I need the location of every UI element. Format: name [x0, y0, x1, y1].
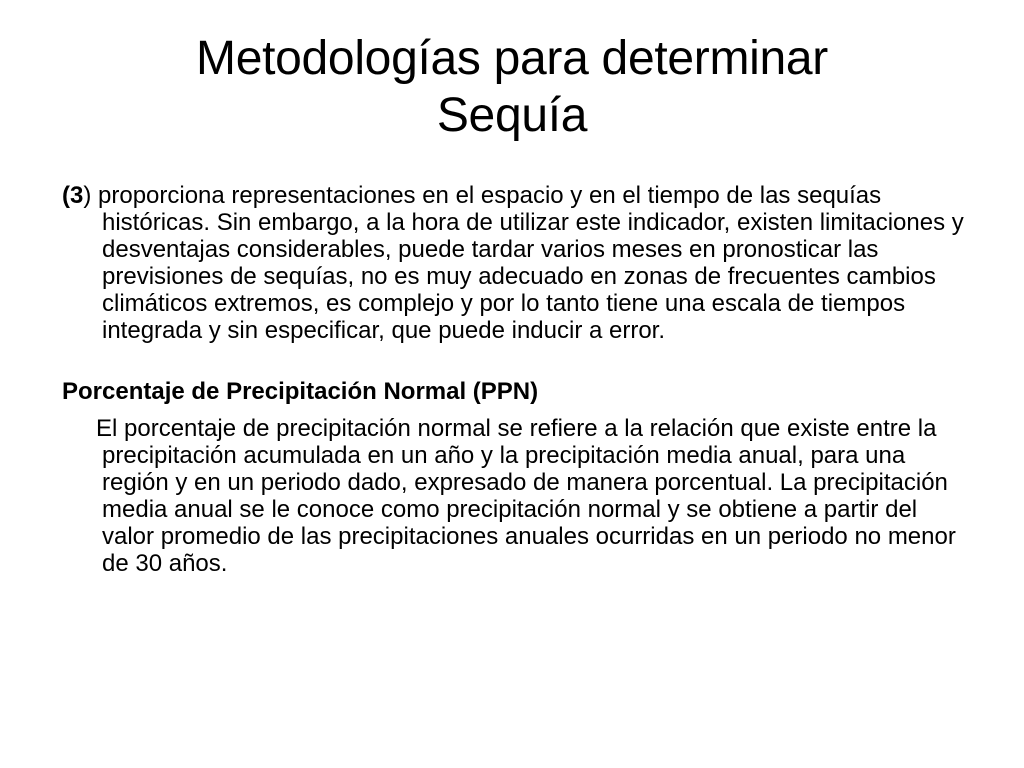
spacer	[62, 344, 972, 378]
paragraph-index-limitations	[62, 182, 972, 344]
slide-title-line-2: Sequía	[436, 89, 588, 142]
slide-body	[62, 182, 972, 577]
spacer	[62, 405, 972, 415]
section-heading-ppn: Porcentaje de Precipitación Normal (PPN)	[62, 378, 539, 405]
reference-number: (3	[62, 182, 84, 209]
slide-title	[0, 30, 1024, 144]
slide-title-line-1: Metodologías para determinar	[196, 32, 828, 85]
paragraph-index-limitations-text: ) proporciona representaciones en el espacio y en el tiempo de las sequías históricas. Sin embargo, a la hora de utilizar este indicador, existen limitaciones y desventajas considerables, puede tardar varios meses en pronosticar las previsiones de sequías, no es muy adecuado en zonas de frecuentes cambios climáticos extremos, es complejo y por lo tanto tiene una escala de tiempos integrada y sin especificar, que puede inducir a error.	[83, 182, 964, 344]
paragraph-ppn-definition: El porcentaje de precipitación normal se refiere a la relación que existe entre la precipitación acumulada en un año y la precipitación media anual, para una región y en un periodo dado, expresado de manera porcentual. La precipitación media anual se le conoce como precipitación normal y se obtiene a partir del valor promedio de las precipitaciones anuales ocurridas en un periodo no menor de 30 años.	[96, 415, 956, 577]
